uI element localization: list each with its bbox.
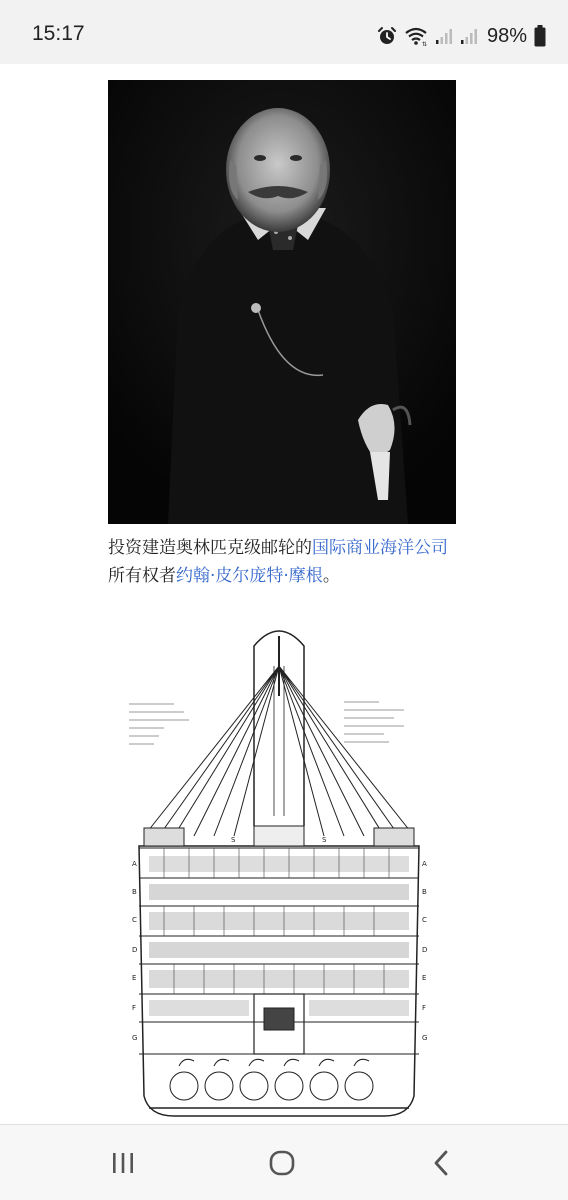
recent-apps-button[interactable] bbox=[93, 1143, 153, 1183]
battery-icon bbox=[534, 25, 546, 47]
international-mercantile-marine-link[interactable]: 国际商业海洋公司 bbox=[312, 538, 448, 558]
caption-end: 。 bbox=[322, 566, 340, 586]
wifi-icon bbox=[404, 26, 428, 46]
jp-morgan-link[interactable]: 约翰·皮尔庞特·摩根 bbox=[176, 566, 323, 586]
status-icons bbox=[377, 22, 546, 50]
svg-text:B: B bbox=[422, 888, 427, 896]
signal-icon-2 bbox=[460, 27, 478, 45]
svg-text:F: F bbox=[422, 1004, 427, 1012]
image-caption bbox=[108, 534, 458, 590]
svg-text:G: G bbox=[422, 1034, 428, 1042]
caption-text: 投资建造奥林匹克级邮轮的 bbox=[108, 538, 312, 558]
svg-text:E: E bbox=[132, 974, 137, 982]
home-icon bbox=[268, 1149, 296, 1177]
navigation-bar bbox=[0, 1124, 568, 1200]
status-time: 15:17 bbox=[32, 22, 85, 45]
article-content bbox=[0, 64, 568, 1124]
svg-text:A: A bbox=[132, 860, 137, 868]
svg-text:S: S bbox=[322, 836, 327, 844]
svg-text:B: B bbox=[132, 888, 137, 896]
back-icon bbox=[431, 1150, 451, 1176]
battery-percent: 98% bbox=[486, 24, 527, 47]
signal-icon bbox=[435, 27, 453, 45]
ship-cross-section-image[interactable] bbox=[104, 616, 434, 1124]
svg-text:S: S bbox=[231, 836, 236, 844]
alarm-icon bbox=[377, 26, 397, 46]
svg-text:C: C bbox=[132, 916, 137, 924]
status-bar bbox=[0, 0, 568, 64]
caption-text-2: 所有权者 bbox=[108, 566, 176, 586]
svg-text:C: C bbox=[422, 916, 427, 924]
svg-text:E: E bbox=[422, 974, 427, 982]
svg-text:⇅: ⇅ bbox=[421, 41, 427, 46]
back-button[interactable] bbox=[411, 1143, 471, 1183]
svg-text:F: F bbox=[132, 1004, 137, 1012]
portrait-image[interactable] bbox=[108, 80, 456, 524]
recent-apps-icon bbox=[110, 1151, 136, 1175]
svg-text:D: D bbox=[422, 946, 428, 954]
svg-text:D: D bbox=[132, 946, 138, 954]
svg-text:G: G bbox=[132, 1034, 138, 1042]
home-button[interactable] bbox=[252, 1143, 312, 1183]
svg-text:A: A bbox=[422, 860, 427, 868]
